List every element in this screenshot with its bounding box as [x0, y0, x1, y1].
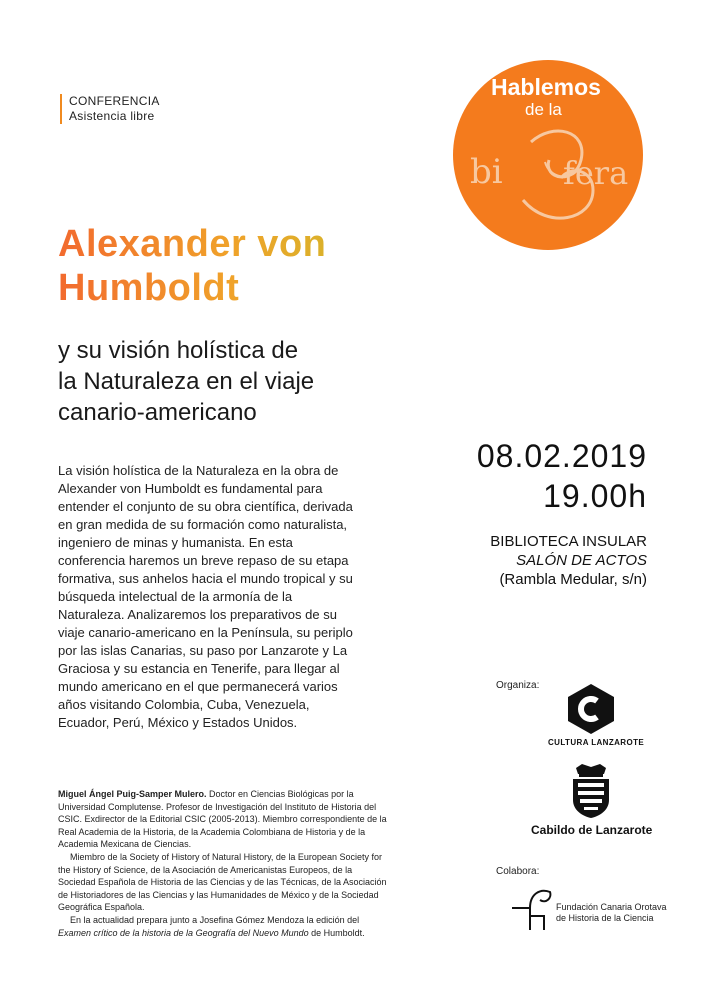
speaker-name: Miguel Ángel Puig-Samper Mulero. [58, 789, 207, 799]
fundacion-line2: de Historia de la Ciencia [556, 913, 654, 923]
cabildo-crest-icon [570, 762, 612, 820]
title-line2: Humboldt [58, 267, 240, 309]
bio-para3-a: En la actualidad prepara junto a Josefina Gómez Mendoza la edición del [70, 914, 360, 925]
event-date: 08.02.2019 [476, 438, 647, 474]
description [58, 462, 370, 732]
cultura-lanzarote-name: CULTURA LANZAROTE [548, 738, 645, 747]
description-line: años visitando Colombia, Cuba, Venezuela, [58, 697, 310, 712]
subtitle-line3: canario-americano [58, 399, 257, 426]
venue-room: SALÓN DE ACTOS [516, 552, 647, 569]
description-line: por las islas Canarias, su paso por Lanzarote y La [58, 643, 348, 658]
bio-book-title: Examen crítico de la historia de la Geografía del Nuevo Mundo [58, 927, 309, 938]
bio-para3-b: de Humboldt. [311, 927, 365, 938]
event-time: 19.00h [543, 478, 647, 514]
title-line1: Alexander von [58, 223, 327, 265]
cabildo-name: Cabildo de Lanzarote [531, 823, 653, 837]
bio-para2: Miembro de la Society of History of Natural History, de la European Society for the History of Science, de la Asociación de Americanistas Europeos, de la Sociedad Española de Historia de las Ciencias y de las Técnicas, de la Asociación de Historiadores de las Ciencias y las Humanidades de México y de la Sociedad Geográfica Española. [58, 851, 387, 913]
description-line: Alexander von Humboldt es fundamental para [58, 481, 323, 496]
series-logo [453, 60, 643, 250]
venue [490, 532, 647, 589]
organizers-label: Organiza: [496, 680, 540, 691]
venue-address: (Rambla Medular, s/n) [499, 571, 647, 588]
description-line: La visión holística de la Naturaleza en la obra de [58, 463, 339, 478]
logo-word-right: fera [563, 154, 629, 192]
subtitle-line1: y su visión holística de [58, 337, 299, 364]
collaborators-label: Colabora: [496, 866, 540, 877]
description-line: en gran medida de su formación como naturalista, [58, 517, 348, 532]
venue-name: BIBLIOTECA INSULAR [490, 533, 647, 550]
description-line: ingeniero de minas y humanista. En esta [58, 535, 293, 550]
speaker-bio [58, 788, 388, 939]
description-line: formativa, sus anhelos hacia el mundo tropical y su [58, 571, 353, 586]
event-access: Asistencia libre [69, 109, 155, 123]
logo-line2: de la [525, 100, 562, 119]
event-type: CONFERENCIA [69, 94, 160, 108]
fundacion-logo-icon [510, 886, 554, 932]
description-line: Ecuador, Perú, México y Estados Unidos. [58, 715, 298, 730]
fundacion-line1: Fundación Canaria Orotava [556, 902, 667, 912]
description-line: conferencia haremos un breve repaso de su etapa [58, 553, 349, 568]
description-line: viaje canario-americano en la Península, su periplo [58, 625, 353, 640]
description-line: búsqueda intelectual de la armonía de la [58, 589, 293, 604]
description-line: mundo americano en el que permanecerá varios [58, 679, 338, 694]
description-line: Naturaleza. Analizaremos los preparativos de su [58, 607, 337, 622]
event-tag [60, 94, 160, 124]
cultura-lanzarote-logo-icon [566, 683, 616, 735]
logo-word-left: bi [470, 152, 503, 192]
logo-line1: Hablemos [491, 74, 601, 100]
page-title [58, 222, 438, 310]
subtitle-line2: la Naturaleza en el viaje [58, 368, 315, 395]
page-subtitle [58, 335, 418, 428]
description-line: entender el conjunto de su obra científica, derivada [58, 499, 353, 514]
description-line: Graciosa y su estancia en Tenerife, para llegar al [58, 661, 340, 676]
bio-para1: Doctor en Ciencias Biológicas por la Universidad Complutense. Profesor de Investigación del Instituto de Historia del CSIC. Exdirector de la Editorial CSIC (2005-2013). Miembro correspondiente de la Real Academia de la Historia, de la Academia Colombiana de Historia y de la Academia Mexicana de Ciencias. [58, 789, 387, 850]
fundacion-name [556, 902, 676, 924]
